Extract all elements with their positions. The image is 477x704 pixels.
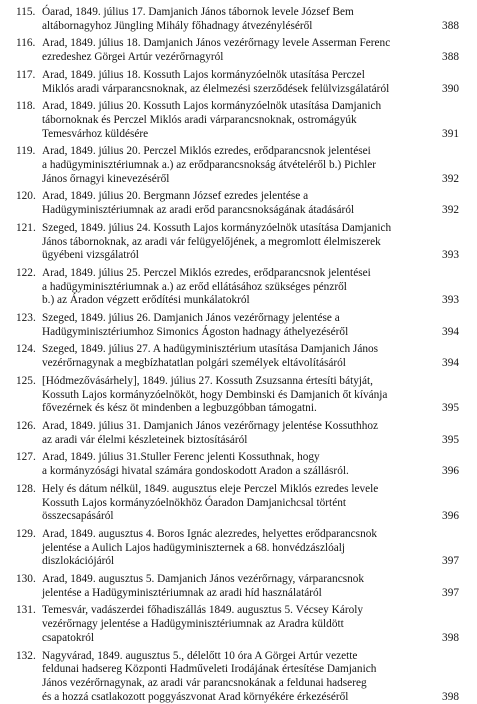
entry-text-line: Hadügyminisztériumhoz Simonics Ágoston hadnagy áthelyezéséről [42, 325, 349, 338]
entry-text [42, 420, 425, 447]
entry-text-line: vezérőrnagy jelentése a Hadügyminisztériumnak az Aradra küldött [42, 618, 344, 631]
entry-text-line: Arad, 1849. július 25. Perczel Miklós ezredes, erődparancsnok jelentései [42, 266, 371, 279]
entry-text-line: ügyébeni vizsgálatról [42, 249, 139, 262]
entry-text-line: Miklós aradi várparancsnoknak, az élelmezési szerződések felülvizsgálatáról [42, 82, 390, 95]
toc-entry [16, 100, 463, 141]
entry-number: 131. [16, 604, 36, 617]
entry-text [42, 267, 425, 308]
entry-text-line: Nagyvárad, 1849. augusztus 5., délelőtt 10 óra A Görgei Artúr vezette [42, 649, 358, 662]
toc-entry [16, 604, 463, 645]
entry-text [42, 222, 425, 263]
entry-number: 127. [16, 451, 36, 464]
entry-text [42, 6, 425, 33]
entry-page-number: 398 [442, 690, 459, 703]
entry-page-number: 391 [442, 127, 459, 140]
entry-text-line: Arad, 1849. július 20. Bergmann József ezredes jelentése a [42, 190, 309, 203]
entry-text-line: Kossuth Lajos kormányzóelnököt, hogy Dembinski és Damjanich őt kívánja [42, 388, 388, 401]
entry-text-line: Arad, 1849. július 18. Kossuth Lajos kormányzóelnök utasítása Perczel [42, 68, 365, 81]
entry-text [42, 375, 425, 416]
entry-text [42, 145, 425, 186]
entry-text-line: János tábornoknak, az aradi vár felügyelőjének, a megromlott élelmiszerek [42, 235, 381, 248]
entry-text-line: Szeged, 1849. július 26. Damjanich János vezérőrnagy jelentése a [42, 312, 340, 325]
toc-entry [16, 267, 463, 308]
entry-text-line: és a hozzá csatlakozott poggyászvonat Arad környékére érkezéséről [42, 690, 349, 703]
entry-text-line: feldunai hadsereg Központi Hadműveleti Irodájának értesítése Damjanich [42, 663, 377, 676]
entry-text-line: Hadügyminisztériumnak az aradi erőd parancsnokságának átadásáról [42, 204, 355, 217]
entry-page-number: 394 [442, 357, 459, 370]
entry-text-line: Temesvár, vadászerdei főhadiszállás 1849. augusztus 5. Vécsey Károly [42, 604, 364, 617]
entry-number: 123. [16, 312, 36, 325]
toc-entry [16, 190, 463, 217]
entry-number: 119. [16, 145, 36, 158]
entry-page-number: 397 [442, 586, 459, 599]
entry-number: 130. [16, 573, 36, 586]
entry-number: 132. [16, 649, 36, 662]
entry-text-line: vezérőrnagynak a megbízhatatlan polgári személyek eltávolításáról [42, 357, 346, 370]
entry-text-line: Arad, 1849. július 18. Damjanich János vezérőrnagy levele Asserman Ferenc [42, 37, 391, 50]
table-of-contents [16, 6, 463, 704]
entry-page-number: 396 [442, 510, 459, 523]
entry-text-line: János vezérőrnagynak, az aradi vár parancsnokának a feldunai hadsereg [42, 676, 367, 689]
entry-text-line: Szeged, 1849. július 27. A hadügyminisztérium utasítása Damjanich János [42, 343, 379, 356]
toc-entry [16, 145, 463, 186]
entry-text [42, 483, 425, 524]
entry-text-line: Szeged, 1849. július 24. Kossuth Lajos kormányzóelnök utasítása Damjanich [42, 221, 392, 234]
entry-text-line: a kormányzósági hivatal számára gondoskodott Aradon a szállásról. [42, 465, 349, 478]
entry-text-line: b.) az Áradon végzett erődítési munkálatokról [42, 294, 250, 307]
entry-number: 118. [16, 100, 36, 113]
entry-page-number: 397 [442, 555, 459, 568]
entry-text-line: tábornoknak és Perczel Miklós aradi várparancsnoknak, ostromágyúk [42, 113, 357, 126]
entry-page-number: 394 [442, 325, 459, 338]
entry-text-line: a hadügyminisztériumnak a.) az erőd ellátásához szükséges pénzről [42, 280, 347, 293]
entry-page-number: 388 [442, 51, 459, 64]
entry-text-line: János őrnagyi kinevezéséről [42, 172, 170, 185]
entry-text [42, 528, 425, 569]
entry-number: 126. [16, 419, 36, 432]
entry-number: 120. [16, 190, 36, 203]
entry-page-number: 398 [442, 631, 459, 644]
entry-text [42, 604, 425, 645]
entry-text-line: Arad, 1849. július 20. Kossuth Lajos kormányzóelnök utasítása Damjanich [42, 100, 382, 113]
entry-text-line: jelentése a Hadügyminisztériumnak az aradi híd használatáról [42, 586, 322, 599]
entry-text [42, 451, 425, 478]
entry-text [42, 650, 425, 704]
toc-entry [16, 312, 463, 339]
entry-number: 122. [16, 266, 36, 279]
entry-text-line: fővezérnek és kész öt mindenben a legbuzgóbban támogatni. [42, 402, 317, 415]
toc-entry [16, 37, 463, 64]
entry-text-line: a hadügyminisztériumnak a.) az erődparancsnokság átvételéről b.) Pichler [42, 159, 377, 172]
entry-number: 129. [16, 527, 36, 540]
entry-page-number: 393 [442, 294, 459, 307]
toc-entry [16, 69, 463, 96]
toc-entry [16, 451, 463, 478]
entry-page-number: 388 [442, 19, 459, 32]
entry-text [42, 100, 425, 141]
entry-number: 117. [16, 68, 36, 81]
toc-entry [16, 6, 463, 33]
entry-text [42, 37, 425, 64]
entry-page-number: 392 [442, 172, 459, 185]
entry-text-line: Hely és dátum nélkül, 1849. augusztus eleje Perczel Miklós ezredes levele [42, 482, 379, 495]
toc-entry [16, 222, 463, 263]
entry-number: 115. [16, 6, 36, 18]
entry-text-line: Arad, 1849. július 20. Perczel Miklós ezredes, erődparancsnok jelentései [42, 145, 371, 158]
entry-page-number: 395 [442, 433, 459, 446]
entry-text-line: Arad, 1849. július 31. Damjanich János vezérőrnagy jelentése Kossuthhoz [42, 419, 378, 432]
entry-text-line: Arad, 1849. augusztus 5. Damjanich János vezérőrnagy, várparancsnok [42, 573, 365, 586]
toc-entry [16, 528, 463, 569]
entry-page-number: 392 [442, 204, 459, 217]
toc-entry [16, 420, 463, 447]
entry-text-line: az aradi vár élelmi készleteinek biztosításáról [42, 433, 248, 446]
entry-text-line: összecsapásáról [42, 510, 114, 523]
toc-entry [16, 650, 463, 704]
entry-number: 125. [16, 374, 36, 387]
entry-text-line: [Hódmezővásárhely], 1849. július 27. Kossuth Zsuzsanna értesíti bátyját, [42, 374, 373, 387]
entry-text [42, 573, 425, 600]
entry-number: 124. [16, 343, 36, 356]
toc-entry [16, 573, 463, 600]
entry-page-number: 396 [442, 465, 459, 478]
entry-text-line: ezredeshez Görgei Artúr vezérőrnagyról [42, 51, 224, 64]
entry-text-line: Arad, 1849. július 31.Stuller Ferenc jelenti Kossuthnak, hogy [42, 451, 320, 464]
entry-text [42, 312, 425, 339]
entry-text-line: jelentése a Aulich Lajos hadügyminiszternek a 68. honvédzászlóalj [42, 541, 346, 554]
entry-text [42, 343, 425, 370]
toc-entry [16, 483, 463, 524]
entry-page-number: 390 [442, 82, 459, 95]
entry-text-line: Óarad, 1849. július 17. Damjanich János tábornok levele József Bem [42, 6, 354, 18]
entry-text-line: Temesvárhoz küldésére [42, 127, 149, 140]
entry-text [42, 69, 425, 96]
entry-number: 116. [16, 37, 36, 50]
entry-text-line: Arad, 1849. augusztus 4. Boros Ignác alezredes, helyettes erődparancsnok [42, 527, 378, 540]
entry-text-line: csapatokról [42, 631, 95, 644]
toc-entry [16, 375, 463, 416]
entry-page-number: 395 [442, 402, 459, 415]
entry-number: 121. [16, 221, 36, 234]
entry-text-line: Kossuth Lajos kormányzóelnökhöz Óaradon Damjanichcsal történt [42, 496, 346, 509]
toc-entry [16, 343, 463, 370]
entry-text-line: diszlokációjáról [42, 555, 115, 568]
entry-number: 128. [16, 482, 36, 495]
entry-text-line: altábornagyhoz Jüngling Mihály főhadnagy átvezényléséről [42, 19, 313, 32]
entry-page-number: 393 [442, 249, 459, 262]
entry-text [42, 190, 425, 217]
